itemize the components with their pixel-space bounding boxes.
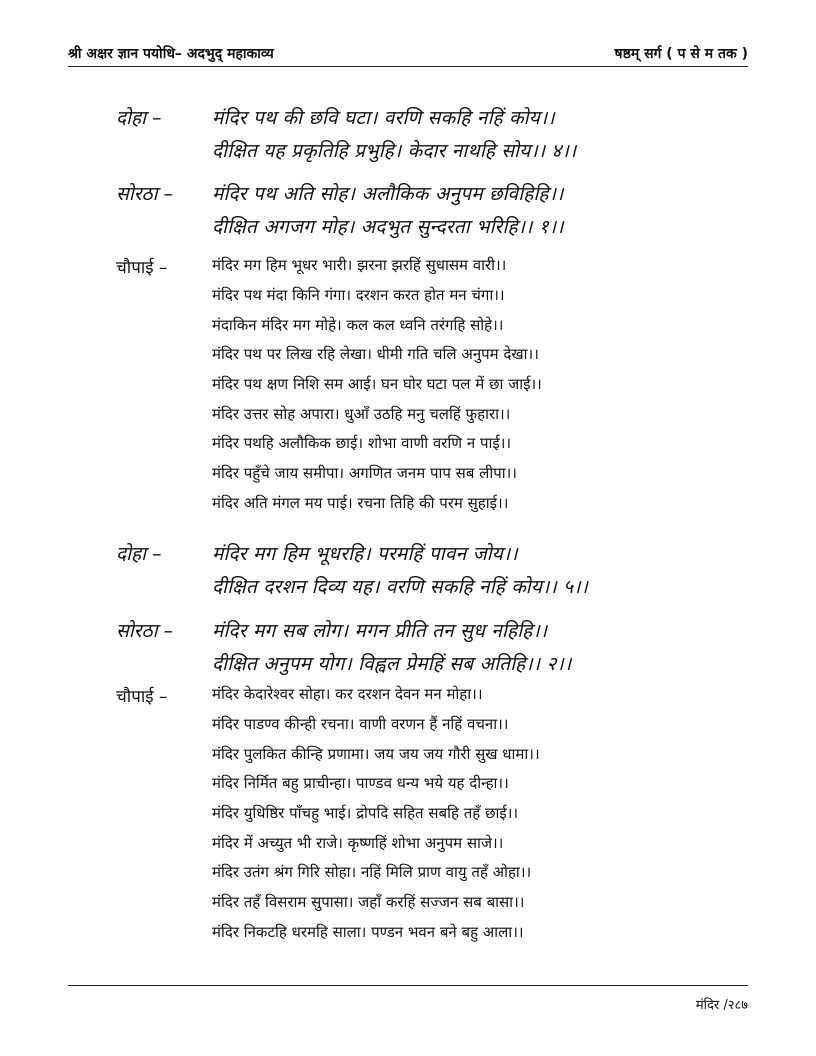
verse-line: मंदाकिन मंदिर मग मोहे। कल कल ध्वनि तरंगहि सोहे।। xyxy=(212,316,504,334)
verse-line: मंदिर युधिष्ठिर पाँचहु भाई। द्रोपदि सहित सबहि तहँ छाई।। xyxy=(212,804,519,822)
verse-line: मंदिर अति मंगल मय पाई। रचना तिहि की परम सुहाई।। xyxy=(212,494,509,512)
sortha-label: सोरठा – xyxy=(116,183,174,205)
chaupai-section-1 xyxy=(0,255,816,525)
chaupai-label: चौपाई – xyxy=(116,687,168,707)
doha-label: दोहा – xyxy=(116,543,162,565)
book-title: श्री अक्षर ज्ञान पयोधि– अदभुद् महाकाव्य xyxy=(68,46,274,62)
verse-line: मंदिर तहँ विसराम सुपासा। जहाँ करहिं सज्जन सब बासा।। xyxy=(212,893,525,911)
footer-rule xyxy=(68,985,748,988)
verse-line: मंदिर पथ अति सोह। अलौकिक अनुपम छविहिहि।। xyxy=(212,183,564,205)
verse-line: मंदिर मग हिम भूधरहि। परमहिं पावन जोय।। xyxy=(212,543,518,565)
doha-section-1 xyxy=(0,104,816,164)
verse-line: मंदिर पथ क्षण निशि सम आई। घन घोर घटा पल में छा जाई।। xyxy=(212,375,542,393)
verse-line: मंदिर पथहि अलौकिक छाई। शोभा वाणी वरणि न पाई।। xyxy=(212,434,512,452)
verse-line: मंदिर पहुँचे जाय समीपा। अगणित जनम पाप सब लीपा।। xyxy=(212,464,517,482)
sortha-label: सोरठा – xyxy=(116,620,174,642)
chaupai-section-2 xyxy=(0,684,816,954)
verse-line: दीक्षित दरशन दिव्य यह। वरणि सकहि नहिं कोय।। ५।। xyxy=(212,576,589,598)
chaupai-label: चौपाई – xyxy=(116,258,168,278)
verse-line: मंदिर उत्तर सोह अपारा। धुआँ उठहि मनु चलहिं फुहारा।। xyxy=(212,405,511,423)
page-header xyxy=(68,38,748,67)
verse-line: दीक्षित अगजग मोह। अदभुत सुन्दरता भरिहि।। १।। xyxy=(212,216,564,238)
verse-line: मंदिर उतंग श्रंग गिरि सोहा। नहिं मिलि प्राण वायु तहँ ओहा।। xyxy=(212,863,532,881)
verse-line: मंदिर मग सब लोग। मगन प्रीति तन सुध नहिहि।। xyxy=(212,620,548,642)
verse-line: दीक्षित अनुपम योग। विह्वल प्रेमहिं सब अतिहि।। २।। xyxy=(212,653,572,675)
verse-line: मंदिर पथ मंदा किनि गंगा। दरशन करत होत मन चंगा।। xyxy=(212,286,505,304)
verse-line: मंदिर पथ की छवि घटा। वरणि सकहि नहिं कोय।। xyxy=(212,107,555,129)
verse-line: मंदिर में अच्युत भी राजे। कृष्णहिं शोभा अनुपम साजे।। xyxy=(212,834,504,852)
chapter-title: षष्ठम् सर्ग ( प से म तक ) xyxy=(614,46,748,62)
verse-line: मंदिर मग हिम भूधर भारी। झरना झरहिं सुधासम वारी।। xyxy=(212,256,507,274)
verse-line: मंदिर केदारेश्वर सोहा। कर दरशन देवन मन मोहा।। xyxy=(212,685,483,703)
doha-label: दोहा – xyxy=(116,107,162,129)
verse-line: मंदिर पथ पर लिख रहि लेखा। धीमी गति चलि अनुपम देखा।। xyxy=(212,345,539,363)
verse-line: मंदिर निकटहि धरमहि साला। पण्डन भवन बने बहु आला।। xyxy=(212,923,524,941)
verse-line: मंदिर पुलकित कीन्हि प्रणामा। जय जय जय गौरी सुख धामा।। xyxy=(212,745,540,763)
verse-line: मंदिर निर्मित बहु प्राचीन्हा। पाण्डव धन्य भये यह दीन्हा।। xyxy=(212,774,509,792)
doha-section-2 xyxy=(0,540,816,600)
verse-line: मंदिर पाडण्व कीन्ही रचना। वाणी वरणन हैं नहिं वचना।। xyxy=(212,715,509,733)
verse-line: दीक्षित यह प्रकृतिहि प्रभुहि। केदार नाथहि सोय।। ४।। xyxy=(212,140,577,162)
sortha-section-1 xyxy=(0,180,816,240)
sortha-section-2 xyxy=(0,617,816,677)
page-number: मंदिर /२८७ xyxy=(695,998,748,1013)
